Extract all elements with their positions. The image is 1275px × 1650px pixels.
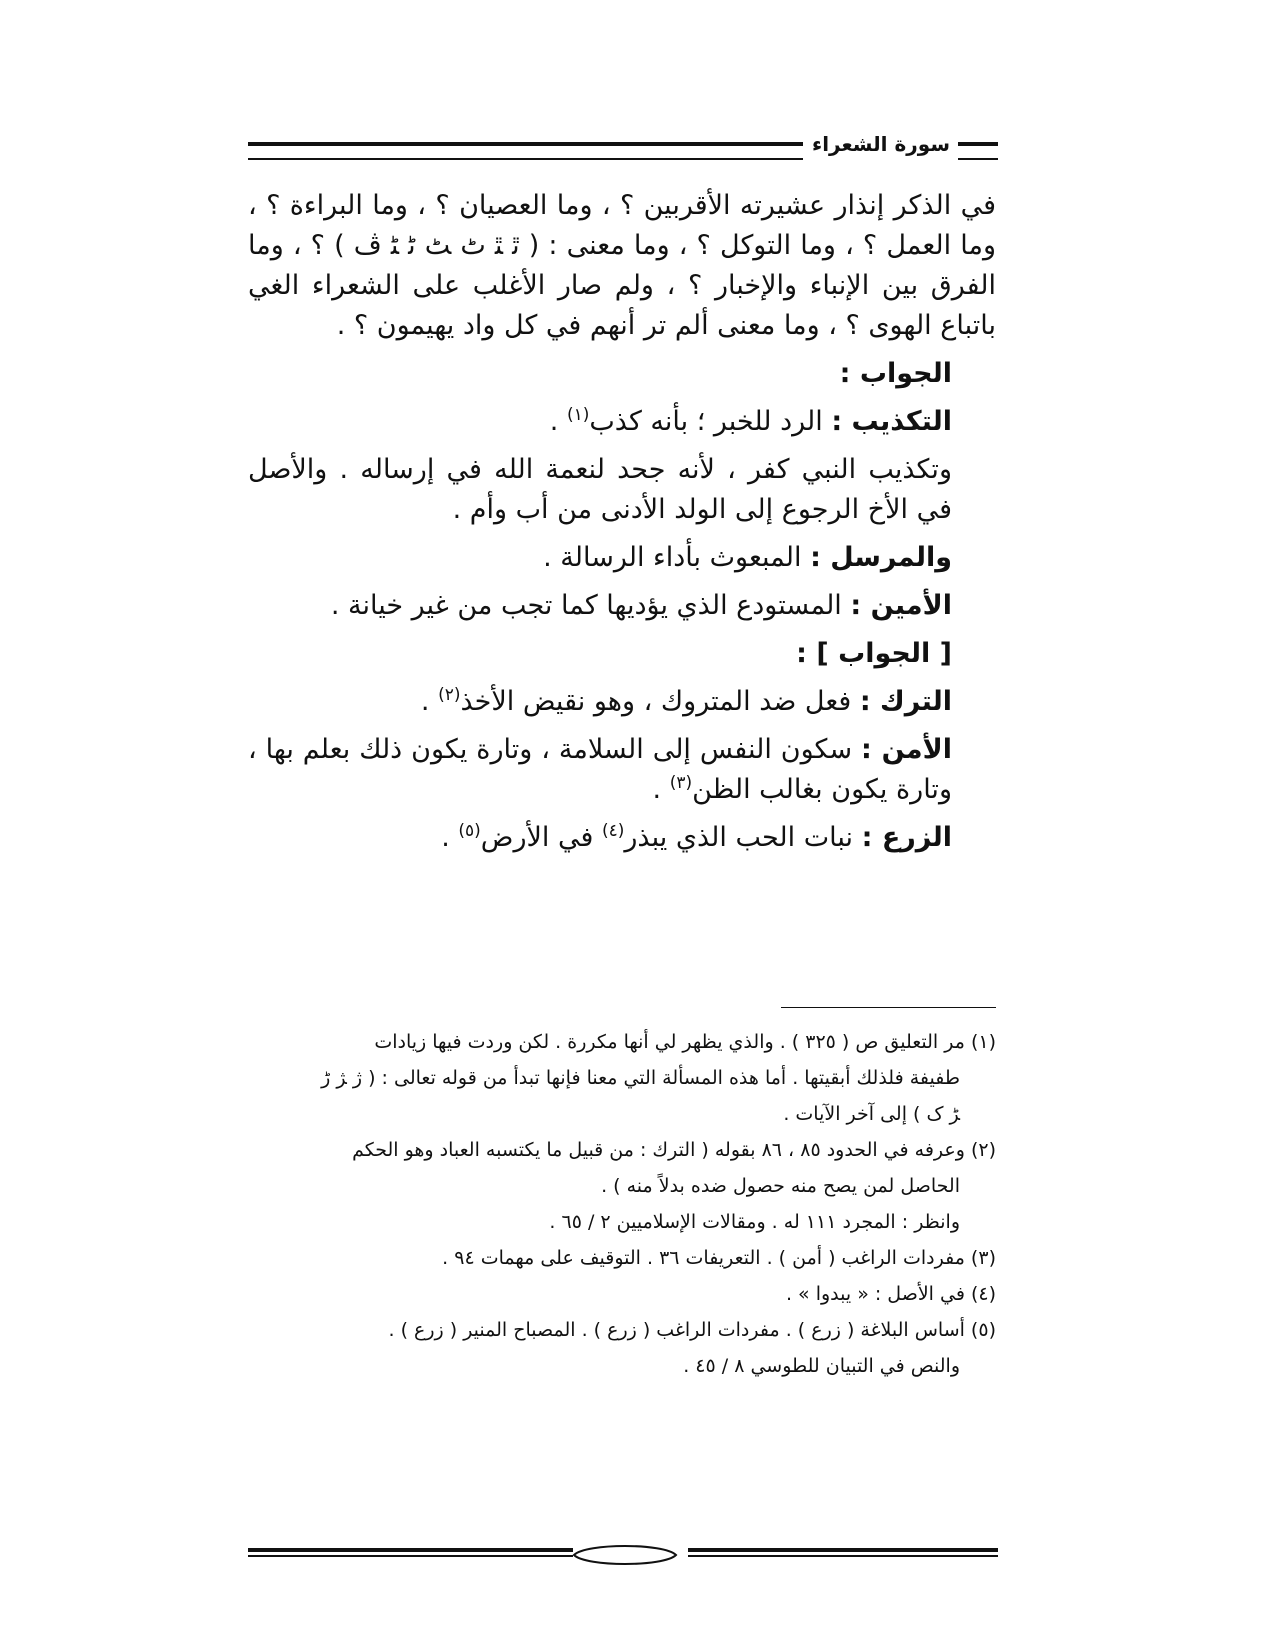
bottom-rule-left <box>248 1548 573 1557</box>
surah-title: سورة الشعراء <box>811 132 950 156</box>
definition-tark: الترك : فعل ضد المتروك ، وهو نقيض الأخذ$^{(٢)}$ . <box>420 685 952 717</box>
term-amn: الأمن : <box>861 734 952 765</box>
footnote-5: (٥) أساس البلاغة ( زرع ) . مفردات الراغب ( زرع ) . المصباح المنير ( زرع ) . <box>388 1319 996 1341</box>
definition-takdheeb: التكذيب : الرد للخبر ؛ بأنه كذب$^{(١)}$ . <box>549 405 952 437</box>
footnote-ref-4[interactable]: (٤) <box>601 821 625 841</box>
term-takdheeb: التكذيب : <box>831 406 952 437</box>
footnote-ref-1[interactable]: (١) <box>566 405 590 425</box>
definition-zar: الزرع : نبات الحب الذي يبذر$^{(٤)}$ في الأرض$^{(٥)}$ . <box>441 821 952 853</box>
term-zar: الزرع : <box>861 822 952 853</box>
definition-mursal: والمرسل : المبعوث بأداء الرسالة . <box>543 542 952 573</box>
term-mursal: والمرسل : <box>810 542 952 573</box>
definition-ameen: الأمين : المستودع الذي يؤديها كما تجب من غير خيانة . <box>330 590 952 621</box>
footnote-3: (٣) مفردات الراغب ( أمن ) . التعريفات ٣٦ . التوقيف على مهمات ٩٤ . <box>442 1247 996 1269</box>
footnotes <box>248 1024 996 1384</box>
term-ameen: الأمين : <box>850 590 952 621</box>
footnote-ref-2[interactable]: (٢) <box>438 685 461 705</box>
bottom-ornament <box>248 1540 998 1570</box>
term-tark: الترك : <box>859 686 952 717</box>
footnote-1: (١) مر التعليق ص ( ٣٢٥ ) . والذي يظهر لي أنها مكررة . لكن وردت فيها زيادات <box>374 1031 996 1053</box>
paragraph-nabi: وتكذيب النبي كفر ، لأنه جحد لنعمة الله في إرساله . والأصل في الأخ الرجوع إلى الولد الأدنى من أب وأم . <box>248 454 952 525</box>
answer-heading-2: [ الجواب ] : <box>796 638 952 669</box>
header-rule-right <box>958 142 998 160</box>
header-rule-left <box>248 142 803 160</box>
footnote-1-cont: طفيفة فلذلك أبقيتها . أما هذه المسألة التي معنا فإنها تبدأ من قوله تعالى : ( ﮊ ﮋ ﮌ <box>321 1067 960 1089</box>
main-text <box>248 186 996 858</box>
running-header <box>248 132 998 158</box>
footnote-2: (٢) وعرفه في الحدود ٨٥ ، ٨٦ بقوله ( الترك : من قبيل ما يكتسبه العباد وهو الحكم <box>352 1139 996 1161</box>
footnote-2-cont: الحاصل لمن يصح منه حصول ضده بدلاً منه ) . <box>601 1175 960 1197</box>
footnote-1-cont-2: ﮍ ﮎ ) إلى آخر الآيات . <box>783 1103 960 1125</box>
footnote-5-cont: والنص في التبيان للطوسي ٨ / ٤٥ . <box>683 1355 960 1377</box>
footnote-ref-3[interactable]: (٣) <box>669 773 693 793</box>
footnote-4: (٤) في الأصل : « يبدوا » . <box>785 1283 996 1305</box>
question-paragraph: في الذكر إنذار عشيرته الأقربين ؟ ، وما العصيان ؟ ، وما البراءة ؟ ، وما العمل ؟ ، وما التوكل ؟ ، وما معنى : ( ﭤ ﭥ ﭦ ﭧ ﭨ ﭩ ﭪ ) ؟ ، وما الفرق بين الإنباء والإخبار ؟ ، ولم صار الأغلب على الشعراء الغي باتباع الهوى ؟ ، وما معنى ألم تر أنهم في كل واد يهيمون ؟ . <box>248 190 996 341</box>
answer-heading: الجواب : <box>839 358 952 389</box>
definition-amn: الأمن : سكون النفس إلى السلامة ، وتارة يكون ذلك بعلم بها ، وتارة يكون بغالب الظن$^{(٣)}$ . <box>248 734 952 805</box>
page-number-oval-icon <box>566 1540 684 1570</box>
footnote-ref-5[interactable]: (٥) <box>458 821 481 841</box>
bottom-rule-right <box>688 1548 998 1557</box>
footnote-separator <box>248 1007 996 1008</box>
footnote-2-cont-2: وانظر : المجرد ١١١ له . ومقالات الإسلاميين ٢ / ٦٥ . <box>549 1211 960 1233</box>
